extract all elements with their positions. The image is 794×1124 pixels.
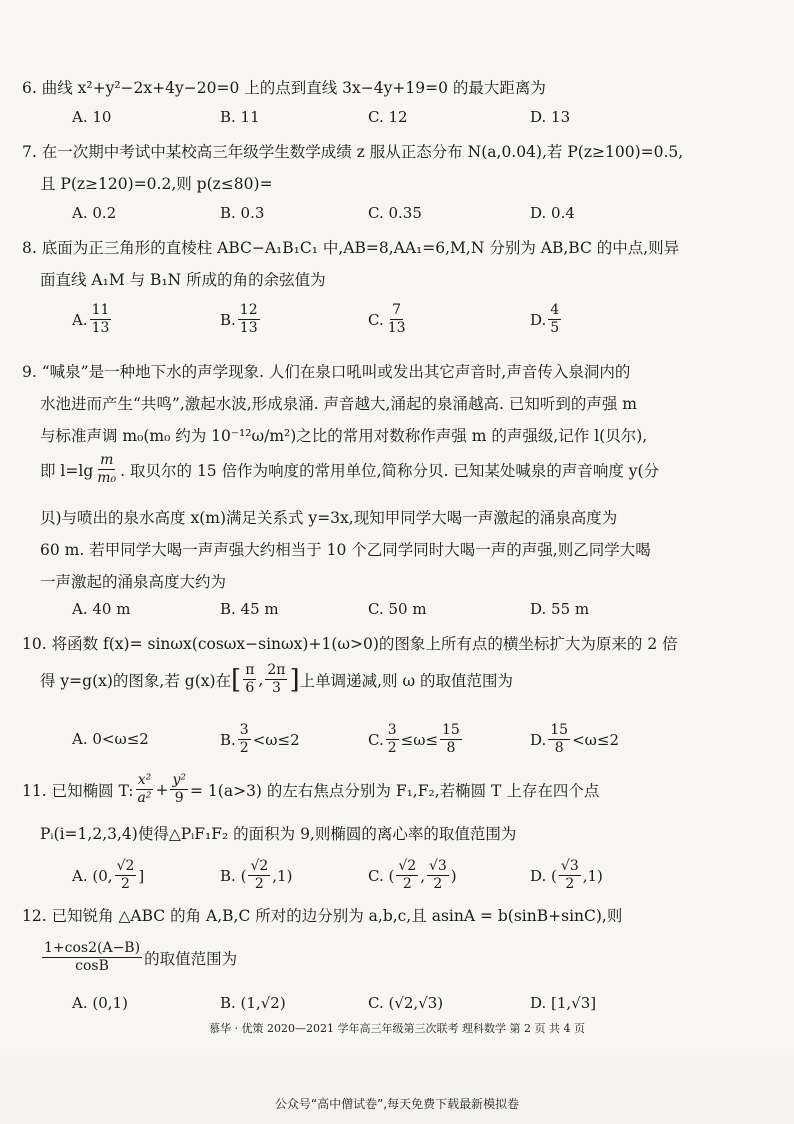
q9-option-b: B. 45 m [220, 600, 279, 618]
q6-option-c: C. 12 [368, 108, 408, 126]
numerator: π [245, 662, 255, 678]
fraction [115, 858, 137, 893]
denominator: 3 [271, 680, 281, 696]
numerator: 3 [387, 722, 397, 738]
q9-line4-prefix: 即 l=lg [40, 461, 94, 480]
numerator: 4 [550, 302, 560, 318]
q11-line1-prefix: 11. 已知椭圆 T: [22, 781, 134, 800]
q12-option-d: D. [1,√3] [530, 994, 597, 1012]
q10-line2 [40, 662, 513, 697]
q6-stem: 6. 曲线 x²+y²−2x+4y−20=0 上的点到直线 3x−4y+19=0 的最大距离为 [22, 79, 546, 97]
q11-line2: Pᵢ(i=1,2,3,4)使得△PᵢF₁F₂ 的面积为 9,则椭圆的离心率的取值范围为 [40, 825, 517, 843]
q12-line2-suffix: 的取值范围为 [144, 949, 238, 968]
left-bracket: [ [231, 664, 242, 695]
q11-option-c [368, 858, 457, 893]
q10-line1: 10. 将函数 f(x)= sinωx(cosωx−sinωx)+1(ω>0)的图象上所有点的横坐标扩大为原来的 2 倍 [22, 635, 678, 653]
q9-line7: 一声激起的涌泉高度大约为 [40, 573, 227, 591]
numerator: 7 [392, 302, 402, 318]
q9-line5: 贝)与喷出的泉水高度 x(m)满足关系式 y=3x,现知甲同学大喝一声激起的涌泉高度为 [40, 509, 618, 527]
q12-line2 [40, 940, 237, 975]
numerator: √3 [560, 858, 579, 874]
q8-stem-line1: 8. 底面为正三角形的直棱柱 ABC−A₁B₁C₁ 中,AB=8,AA₁=6,M,N 分别为 AB,BC 的中点,则异 [22, 239, 680, 257]
close: ,1) [272, 866, 293, 885]
q8-option-b-fraction [238, 302, 260, 337]
denominator: 2 [402, 876, 412, 892]
q8-option-a-label: A. [72, 310, 88, 329]
q10-line2-prefix: 得 y=g(x)的图象,若 g(x)在 [40, 671, 232, 690]
fraction [386, 722, 399, 757]
q8-option-c [368, 302, 410, 337]
denominator: cosB [75, 958, 109, 974]
denominator: 13 [387, 320, 406, 336]
denominator: 2 [121, 876, 130, 892]
open: ( [240, 866, 247, 885]
open: (0, [92, 866, 113, 885]
q8-option-b-label: B. [220, 310, 236, 329]
q11-options [72, 858, 752, 898]
numerator: 12 [239, 302, 258, 318]
q10-option-d [530, 722, 619, 757]
tail: <ω≤2 [572, 730, 620, 749]
label: D. [530, 866, 547, 885]
numerator: √2 [250, 858, 269, 874]
numerator: 1+cos2(A−B) [44, 940, 141, 956]
fraction [548, 722, 570, 757]
q8-option-d-label: D. [530, 310, 547, 329]
denominator: 9 [174, 790, 184, 806]
numerator: √3 [428, 858, 447, 874]
q9-line4-fraction [95, 452, 118, 487]
numerator: 15 [550, 722, 569, 738]
open: ( [388, 866, 395, 885]
q8-option-c-label: C. [368, 310, 384, 329]
numerator: 2π [267, 662, 286, 678]
q9-line3: 与标准声调 m₀(m₀ 约为 10⁻¹²ω/m²)之比的常用对数称作声强 m 的声强级,记作 l(贝尔), [40, 427, 648, 445]
q6-option-d: D. 13 [530, 108, 571, 126]
fraction [170, 772, 188, 807]
q10-interval-end [265, 662, 287, 697]
denominator: 2 [239, 740, 249, 756]
label: D. [530, 730, 547, 749]
q10-line2-suffix: 上单调递减,则 ω 的取值范围为 [299, 671, 514, 690]
fraction [238, 722, 251, 757]
q11-line1 [22, 772, 599, 807]
numerator: m [100, 452, 114, 468]
denominator: a² [137, 790, 152, 806]
q7-option-d: D. 0.4 [530, 204, 575, 222]
label: C. [368, 866, 384, 885]
q10-interval-start [243, 662, 256, 697]
q9-line2: 水池进而产生“共鸣”,激起水波,形成泉涌. 声音越大,涌起的泉涌越高. 已知听到的声强 m [40, 395, 637, 413]
right-bracket: ] [289, 664, 300, 695]
denominator: 8 [446, 740, 456, 756]
close: ) [450, 866, 457, 885]
q11-option-a [72, 858, 144, 893]
denominator: 13 [239, 320, 258, 336]
q9-option-d: D. 55 m [530, 600, 590, 618]
q11-option-d [530, 858, 603, 893]
q8-stem-line2: 面直线 A₁M 与 B₁N 所成的角的余弦值为 [40, 271, 326, 289]
tail: <ω≤2 [252, 730, 300, 749]
numerator: 3 [239, 722, 249, 738]
fraction [440, 722, 462, 757]
denominator: 13 [91, 320, 110, 336]
q9-line4 [40, 452, 659, 487]
label: B. [220, 866, 236, 885]
label: A. [72, 866, 88, 885]
q11-option-b [220, 858, 292, 893]
denominator: 2 [387, 740, 397, 756]
numerator: x² [137, 772, 152, 788]
page-footer: 慕华 · 优策 2020—2021 学年高三年级第三次联考 理科数学 第 2 页 共 4 页 [209, 1022, 585, 1035]
numerator: √2 [398, 858, 417, 874]
q9-option-c: C. 50 m [368, 600, 427, 618]
q10-option-c [368, 722, 464, 757]
q7-option-b: B. 0.3 [220, 204, 265, 222]
numerator: √2 [116, 858, 135, 874]
denominator: 2 [565, 876, 575, 892]
denominator: 8 [554, 740, 564, 756]
q12-fraction [42, 940, 142, 975]
q6-option-b: B. 11 [220, 108, 260, 126]
open: ( [551, 866, 557, 885]
denominator: 2 [254, 876, 264, 892]
q7-option-c: C. 0.35 [368, 204, 422, 222]
q8-option-a [72, 302, 113, 337]
q10-option-a: A. 0<ω≤2 [72, 730, 149, 748]
fraction [248, 858, 270, 893]
numerator: 11 [91, 302, 110, 318]
fraction [559, 858, 581, 893]
q9-line4-suffix: . 取贝尔的 15 倍作为响度的常用单位,简称分贝. 已知某处喊泉的声音响度 y(分 [120, 461, 660, 480]
close: ] [138, 866, 145, 885]
q10-option-b [220, 722, 300, 757]
q8-option-b [220, 302, 262, 337]
q8-option-d-fraction [548, 302, 561, 337]
denominator: 2 [433, 876, 443, 892]
q7-stem-line1: 7. 在一次期中考试中某校高三年级学生数学成绩 z 服从正态分布 N(a,0.04),若 P(z≥100)=0.5, [22, 143, 684, 161]
fraction [136, 772, 154, 807]
q12-option-c: C. (√2,√3) [368, 994, 444, 1012]
q6-option-a: A. 10 [72, 108, 112, 126]
watermark-text: 公众号“高中僧试卷”,每天免费下载最新模拟卷 [274, 1097, 520, 1111]
denominator: 5 [550, 320, 560, 336]
q9-line6: 60 m. 若甲同学大喝一声声强大约相当于 10 个乙同学同时大喝一声的声强,则乙同学大喝 [40, 541, 651, 559]
middle: , [420, 866, 425, 885]
close: ,1) [582, 866, 603, 885]
q8-option-d [530, 302, 563, 337]
q8-option-c-fraction [386, 302, 408, 337]
q8-options [72, 302, 752, 342]
q9-line1: 9. “喊泉”是一种地下水的声学现象. 人们在泉口吼叫或发出其它声音时,声音传入泉洞内的 [22, 363, 631, 381]
numerator: 15 [442, 722, 460, 738]
denominator: m₀ [97, 470, 117, 486]
label: C. [368, 730, 384, 749]
fraction [427, 858, 449, 893]
fraction [396, 858, 418, 893]
q9-option-a: A. 40 m [72, 600, 131, 618]
q8-option-a-fraction [90, 302, 112, 337]
plus: + [155, 780, 169, 799]
comma: , [258, 670, 264, 689]
q12-line1: 12. 已知锐角 △ABC 的角 A,B,C 所对的边分别为 a,b,c,且 asinA = b(sinB+sinC),则 [22, 907, 623, 925]
q12-option-a: A. (0,1) [72, 994, 128, 1012]
q7-option-a: A. 0.2 [72, 204, 117, 222]
numerator: y² [172, 772, 187, 788]
q11-line1-suffix: = 1(a>3) 的左右焦点分别为 F₁,F₂,若椭圆 T 上存在四个点 [190, 781, 600, 800]
q7-stem-line2: 且 P(z≥120)=0.2,则 p(z≤80)= [40, 175, 273, 193]
middle: ≤ω≤ [400, 730, 439, 749]
label: B. [220, 730, 236, 749]
q12-option-b: B. (1,√2) [220, 994, 286, 1012]
denominator: 6 [245, 680, 255, 696]
q10-options [72, 722, 752, 762]
